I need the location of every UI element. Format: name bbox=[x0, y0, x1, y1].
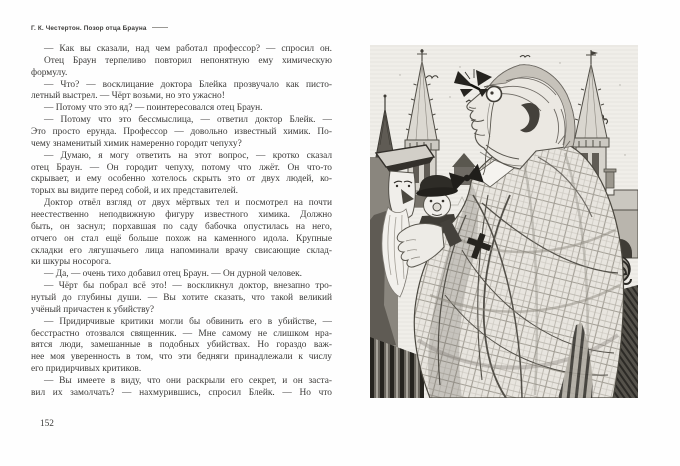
text-line: отец Браун. — Он городит чепуху, потому что лжёт. Он что-то bbox=[31, 162, 332, 173]
text-line: — Потому что это бессмыслица, — ответил доктор Блейк. — bbox=[44, 115, 332, 126]
text-line: учёный причастен к убийству? bbox=[31, 304, 155, 315]
body-text bbox=[31, 44, 332, 400]
text-line: — Чёрт бы побрал всё это! — воскликнул доктор, внезапно тро- bbox=[44, 281, 332, 292]
illustration bbox=[370, 45, 638, 398]
text-line: — Что? — восклицание доктора Блейка прозвучало как писто- bbox=[44, 79, 332, 90]
text-line: — Как вы сказали, над чем работал профессор? — спросил он. bbox=[44, 44, 332, 54]
text-line: нутый до глубины души. — Вы хотите сказать, что такой великий bbox=[31, 293, 332, 304]
text-line: Отец Браун терпеливо повторил непонятную ему химическую bbox=[44, 55, 332, 66]
text-line: формулу. bbox=[31, 67, 68, 78]
text-line: торых вы видите перед собой, и их представителей. bbox=[31, 186, 238, 197]
text-line: — Придирчивые критики могли бы обвинить его в убийстве, — bbox=[44, 316, 332, 327]
text-line: ки шкуры носорога. bbox=[31, 257, 112, 268]
text-line: бесстрастно отозвался священник. — Мне самому не слишком нра- bbox=[31, 328, 332, 339]
text-line: скрывает, и ему особенно хотелось скрыть это от двух людей, ко- bbox=[31, 174, 332, 185]
text-line: летный выстрел. — Чёрт возьми, но это ужасно! bbox=[31, 91, 225, 102]
text-line: быть, он заснул; порхавшая по саду бабочка опустилась на него, bbox=[31, 221, 332, 232]
text-line: неестественно неподвижную фигуру известного химика. Должно bbox=[31, 210, 332, 221]
text-line: — Да, — очень тихо добавил отец Браун. — Он дурной человек. bbox=[44, 269, 303, 280]
running-head-rule bbox=[152, 27, 168, 28]
text-line: его придирчивых критиков. bbox=[31, 364, 142, 375]
text-line: отчего он стал ещё больше похож на каменного идола. Крупные bbox=[31, 233, 332, 244]
text-line: — Вы имеете в виду, что они раскрыли его секрет, и он заста- bbox=[44, 376, 332, 387]
text-line: вятся люди, замешанные в подобных убийствах. Но гораздо важ- bbox=[31, 340, 332, 351]
text-line: Это просто ерунда. Профессор — довольно известный химик. По- bbox=[31, 127, 332, 138]
text-line: — Потому что это яд? — поинтересовался отец Браун. bbox=[44, 103, 263, 114]
page-number: 152 bbox=[40, 419, 54, 429]
text-line: нее моя уверенность в том, что эти бедняги принадлежали к числу bbox=[31, 352, 332, 363]
text-line: — Думаю, я могу ответить на этот вопрос, — кротко сказал bbox=[44, 150, 332, 161]
text-line: чему знаменитый химик намеренно городит чепуху? bbox=[31, 138, 242, 149]
text-line: Доктор отвёл взгляд от двух мёртвых тел и посмотрел на почти bbox=[44, 198, 332, 209]
text-line: вил их замолчать? — нахмурившись, спросил Блейк. — Но что bbox=[31, 387, 332, 398]
running-head bbox=[31, 25, 168, 35]
text-line: складки его лягушачьего лица напоминали врачу свисающие склад- bbox=[31, 245, 332, 256]
right-page bbox=[370, 45, 638, 398]
running-head-text: Г. К. Честертон. Позор отца Брауна bbox=[31, 25, 147, 32]
